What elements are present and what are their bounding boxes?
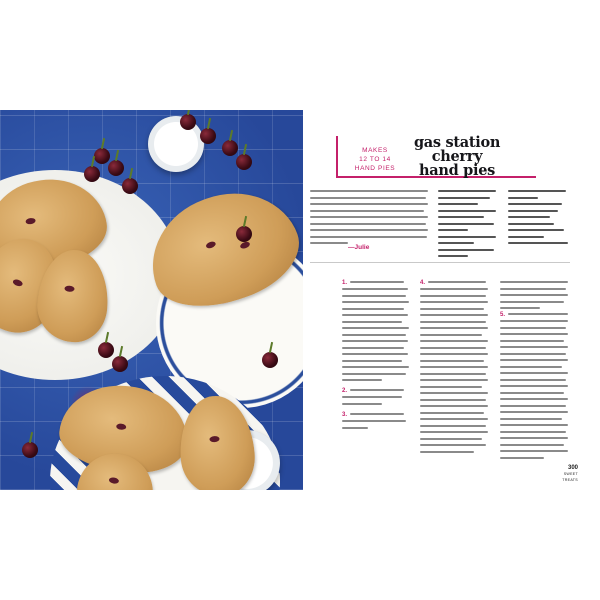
cherry [262, 352, 278, 368]
yield-line: MAKES [362, 147, 388, 154]
step-number: 4. [420, 280, 426, 286]
method-step [420, 288, 490, 457]
title-line: cherry [431, 148, 483, 165]
method-step [500, 320, 570, 463]
recipe-intro [310, 190, 430, 249]
step-number: 5. [500, 312, 506, 318]
step-number: 1. [342, 280, 348, 286]
recipe-signature: —Julie [348, 244, 370, 251]
method-step [428, 281, 490, 288]
method-step [342, 288, 410, 386]
section-name: SWEET TREATS [562, 472, 578, 482]
method-step [342, 420, 410, 433]
cherry [236, 154, 252, 170]
title-line: gas station [413, 134, 501, 151]
cherry [112, 356, 128, 372]
method-step [342, 396, 410, 409]
step-number: 2. [342, 388, 348, 394]
cherry [84, 166, 100, 182]
yield-line: HAND PIES [354, 165, 396, 172]
cherry [180, 114, 196, 130]
cherry [122, 178, 138, 194]
recipe-yield [340, 146, 410, 173]
title-accent-rule [336, 136, 338, 178]
step-number: 3. [342, 412, 348, 418]
section-divider [310, 262, 570, 263]
cherry [108, 160, 124, 176]
method-step [350, 281, 410, 288]
method-step [500, 281, 570, 314]
ingredients-column-1 [438, 190, 498, 262]
cherry [22, 442, 38, 458]
method-step [350, 413, 410, 420]
cherry [98, 342, 114, 358]
page-folio [556, 465, 578, 483]
ingredients-column-2 [508, 190, 570, 249]
title-line: hand pies [418, 162, 495, 179]
recipe-title [412, 136, 502, 178]
page-number: 300 [567, 465, 578, 471]
method-step [350, 389, 410, 396]
cherry [200, 128, 216, 144]
cherry [222, 140, 238, 156]
recipe-photo [0, 110, 303, 490]
yield-line: 12 TO 14 [359, 156, 391, 163]
method-step [508, 313, 570, 320]
cherry [236, 226, 252, 242]
cherry [94, 148, 110, 164]
